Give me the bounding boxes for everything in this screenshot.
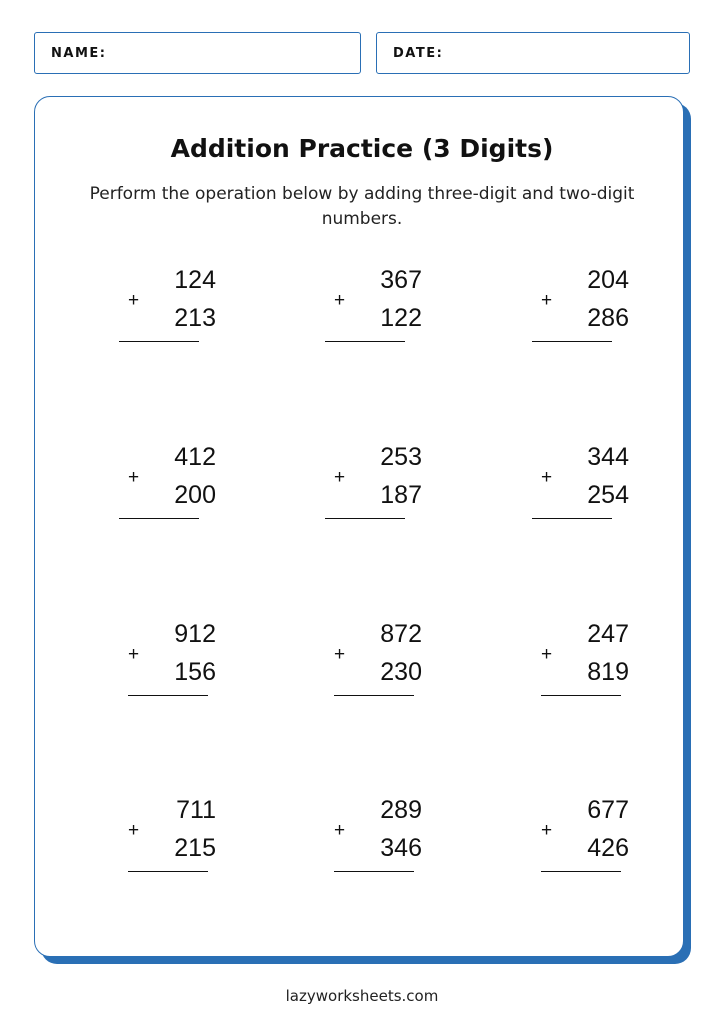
problem-top-number: 912 bbox=[174, 620, 216, 648]
problem-bottom-number: 819 bbox=[587, 658, 629, 686]
problem-4 bbox=[128, 442, 228, 532]
worksheet-title: Addition Practice (3 Digits) bbox=[170, 134, 554, 163]
answer-line[interactable] bbox=[128, 871, 208, 872]
plus-sign: + bbox=[541, 290, 553, 311]
plus-sign: + bbox=[128, 467, 140, 488]
date-field[interactable] bbox=[376, 32, 690, 74]
date-label: DATE: bbox=[393, 45, 444, 61]
problem-top-number: 247 bbox=[587, 620, 629, 648]
problem-5 bbox=[334, 442, 434, 532]
problem-top-number: 367 bbox=[380, 266, 422, 294]
answer-line[interactable] bbox=[334, 871, 414, 872]
problem-2 bbox=[334, 265, 434, 355]
problem-top-number: 253 bbox=[380, 443, 422, 471]
problem-top-number: 204 bbox=[587, 266, 629, 294]
answer-line[interactable] bbox=[119, 518, 199, 519]
plus-sign: + bbox=[128, 820, 140, 841]
answer-line[interactable] bbox=[325, 518, 405, 519]
plus-sign: + bbox=[541, 644, 553, 665]
plus-sign: + bbox=[128, 644, 140, 665]
problem-8 bbox=[334, 619, 434, 709]
name-field[interactable] bbox=[34, 32, 361, 74]
problem-9 bbox=[541, 619, 641, 709]
answer-line[interactable] bbox=[532, 341, 612, 342]
problem-bottom-number: 122 bbox=[380, 304, 422, 332]
problem-top-number: 677 bbox=[587, 796, 629, 824]
plus-sign: + bbox=[334, 644, 346, 665]
problem-3 bbox=[541, 265, 641, 355]
problem-bottom-number: 230 bbox=[380, 658, 422, 686]
plus-sign: + bbox=[334, 820, 346, 841]
problem-top-number: 289 bbox=[380, 796, 422, 824]
problem-top-number: 344 bbox=[587, 443, 629, 471]
answer-line[interactable] bbox=[541, 695, 621, 696]
problem-bottom-number: 346 bbox=[380, 834, 422, 862]
problem-10 bbox=[128, 795, 228, 885]
problem-bottom-number: 200 bbox=[174, 481, 216, 509]
answer-line[interactable] bbox=[325, 341, 405, 342]
plus-sign: + bbox=[334, 467, 346, 488]
answer-line[interactable] bbox=[541, 871, 621, 872]
plus-sign: + bbox=[541, 820, 553, 841]
problem-top-number: 412 bbox=[174, 443, 216, 471]
problem-top-number: 124 bbox=[174, 266, 216, 294]
problem-bottom-number: 213 bbox=[174, 304, 216, 332]
problem-bottom-number: 187 bbox=[380, 481, 422, 509]
plus-sign: + bbox=[541, 467, 553, 488]
answer-line[interactable] bbox=[119, 341, 199, 342]
problem-6 bbox=[541, 442, 641, 532]
problem-11 bbox=[334, 795, 434, 885]
problem-7 bbox=[128, 619, 228, 709]
answer-line[interactable] bbox=[532, 518, 612, 519]
problem-bottom-number: 254 bbox=[587, 481, 629, 509]
plus-sign: + bbox=[128, 290, 140, 311]
problem-1 bbox=[128, 265, 228, 355]
problem-bottom-number: 286 bbox=[587, 304, 629, 332]
worksheet-instructions: Perform the operation below by adding three-digit and two-digit numbers. bbox=[89, 184, 635, 229]
answer-line[interactable] bbox=[334, 695, 414, 696]
problem-top-number: 711 bbox=[176, 796, 216, 824]
name-label: NAME: bbox=[51, 45, 107, 61]
answer-line[interactable] bbox=[128, 695, 208, 696]
footer-site: lazyworksheets.com bbox=[285, 987, 439, 1005]
problem-bottom-number: 156 bbox=[174, 658, 216, 686]
problem-bottom-number: 215 bbox=[174, 834, 216, 862]
problem-bottom-number: 426 bbox=[587, 834, 629, 862]
problem-top-number: 872 bbox=[380, 620, 422, 648]
problem-12 bbox=[541, 795, 641, 885]
plus-sign: + bbox=[334, 290, 346, 311]
